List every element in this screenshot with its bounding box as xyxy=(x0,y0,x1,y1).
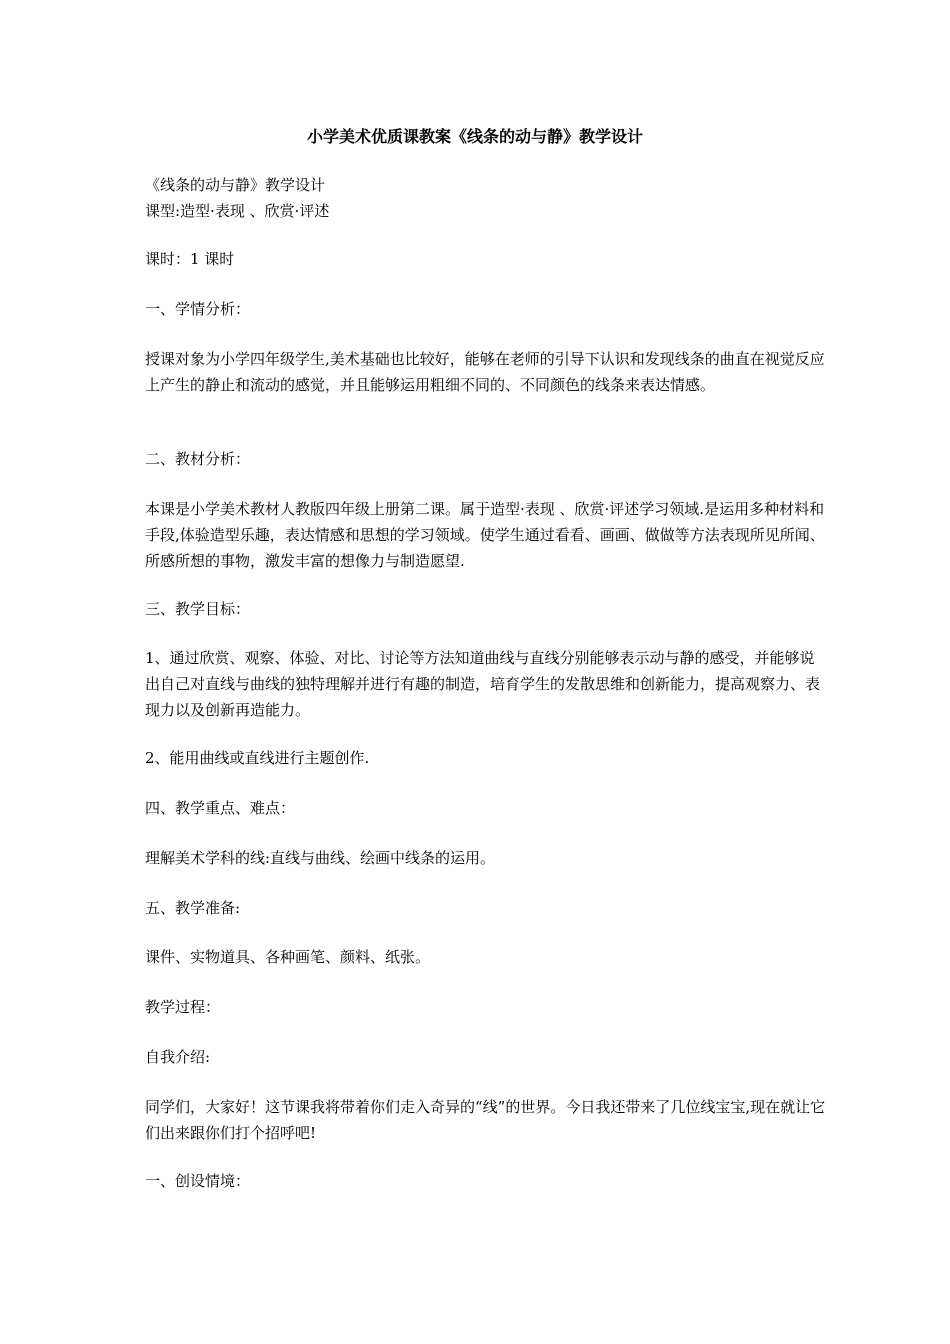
document-subtitle: 《线条的动与静》教学设计 xyxy=(145,176,326,194)
section-heading-key-points: 四、教学重点、难点： xyxy=(145,799,296,817)
document-title: 小学美术优质课教案《线条的动与静》教学设计 xyxy=(306,127,643,146)
section-heading-teaching-goals: 三、教学目标： xyxy=(145,600,251,618)
section-body-student-analysis: 授课对象为小学四年级学生,美术基础也比较好，能够在老师的引导下认识和发现线条的曲直在视觉反应上产生的静止和流动的感觉，并且能够运用粗细不同的、不同颜色的线条来表达情感。 xyxy=(145,350,825,394)
teaching-goal-1: 1、通过欣赏、观察、体验、对比、讨论等方法知道曲线与直线分别能够表示动与静的感受，并能够说出自己对直线与曲线的独特理解并进行有趣的制造，培育学生的发散思维和创新能力，提高观察力、表现力以及创新再造能力。 xyxy=(145,649,821,719)
section-body-material-analysis: 本课是小学美术教材人教版四年级上册第二课。属于造型·表现 、欣赏·评述学习领域.是运用多种材料和手段,体验造型乐趣，表达情感和思想的学习领域。使学生通过看看、画画、做做等方法表现所见所闻、所感所想的事物，激发丰富的想像力与制造愿望. xyxy=(145,500,825,570)
section-heading-student-analysis: 一、学情分析： xyxy=(145,300,251,318)
section-heading-preparation: 五、教学准备: xyxy=(145,899,241,917)
self-intro-heading: 自我介绍: xyxy=(145,1048,211,1066)
course-type: 课型:造型·表现 、欣赏·评述 xyxy=(145,202,330,220)
self-intro-body: 同学们，大家好！这节课我将带着你们走入奇异的“线”的世界。今日我还带来了几位线宝宝,现在就让它们出来跟你们打个招呼吧! xyxy=(145,1098,826,1142)
section-body-key-points: 理解美术学科的线:直线与曲线、绘画中线条的运用。 xyxy=(145,849,496,867)
section-body-preparation: 课件、实物道具、各种画笔、颜料、纸张。 xyxy=(145,948,431,966)
teaching-process-heading: 教学过程： xyxy=(145,998,221,1016)
class-hours: 课时：1 课时 xyxy=(145,250,235,268)
step-1-heading: 一、创设情境： xyxy=(145,1172,251,1190)
teaching-goal-2: 2、能用曲线或直线进行主题创作. xyxy=(145,749,370,767)
section-heading-material-analysis: 二、教材分析： xyxy=(145,450,251,468)
